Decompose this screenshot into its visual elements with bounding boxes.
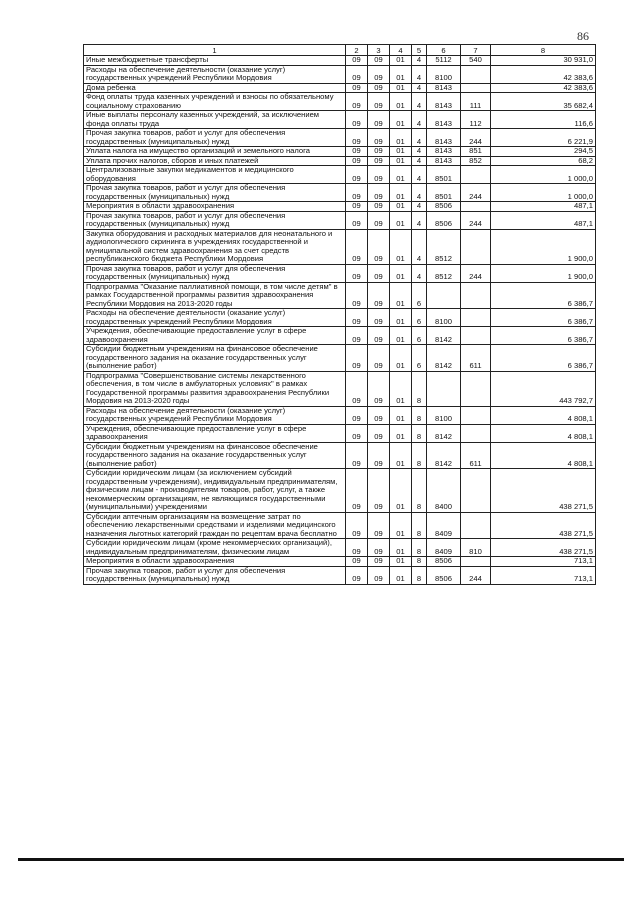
code-expense-type: [461, 83, 491, 93]
code-target: 8143: [427, 156, 461, 166]
code-program: 01: [390, 469, 412, 513]
code-subsection: 09: [368, 229, 390, 264]
code-target: 8142: [427, 424, 461, 442]
code-program: 01: [390, 282, 412, 309]
code-section: 09: [346, 211, 368, 229]
row-amount: 6 386,7: [491, 327, 596, 345]
row-amount: 6 386,7: [491, 345, 596, 372]
code-target: 8409: [427, 539, 461, 557]
code-subprogram: 6: [412, 345, 427, 372]
code-target: 8409: [427, 512, 461, 539]
row-amount: 487,1: [491, 202, 596, 212]
code-subprogram: 4: [412, 65, 427, 83]
code-section: 09: [346, 442, 368, 469]
code-expense-type: [461, 229, 491, 264]
row-name: Субсидии бюджетным учреждениям на финансовое обеспечение государственного задания на оказание государственных услуг (выполнение работ): [84, 442, 346, 469]
code-subsection: 09: [368, 83, 390, 93]
code-program: 01: [390, 147, 412, 157]
code-subsection: 09: [368, 442, 390, 469]
code-expense-type: 540: [461, 56, 491, 66]
code-section: 09: [346, 56, 368, 66]
code-program: 01: [390, 129, 412, 147]
code-target: 8143: [427, 83, 461, 93]
code-target: 8143: [427, 129, 461, 147]
code-expense-type: 611: [461, 345, 491, 372]
code-program: 01: [390, 83, 412, 93]
row-name: Прочая закупка товаров, работ и услуг для обеспечения государственных (муниципальных) нужд: [84, 566, 346, 584]
code-target: 5112: [427, 56, 461, 66]
code-expense-type: [461, 327, 491, 345]
table-row: [84, 282, 596, 309]
code-expense-type: [461, 65, 491, 83]
code-section: 09: [346, 65, 368, 83]
row-amount: 438 271,5: [491, 512, 596, 539]
row-name: Централизованные закупки медикаментов и медицинского оборудования: [84, 166, 346, 184]
code-subprogram: 8: [412, 566, 427, 584]
row-amount: 116,6: [491, 111, 596, 129]
code-program: 01: [390, 566, 412, 584]
code-target: 8143: [427, 111, 461, 129]
code-program: 01: [390, 442, 412, 469]
code-section: 09: [346, 129, 368, 147]
code-program: 01: [390, 264, 412, 282]
code-program: 01: [390, 211, 412, 229]
page-number: 86: [577, 29, 589, 43]
row-name: Мероприятия в области здравоохранения: [84, 202, 346, 212]
row-amount: 30 931,0: [491, 56, 596, 66]
row-amount: 6 221,9: [491, 129, 596, 147]
code-expense-type: [461, 424, 491, 442]
code-subsection: 09: [368, 184, 390, 202]
code-expense-type: 111: [461, 93, 491, 111]
code-section: 09: [346, 557, 368, 567]
code-expense-type: 851: [461, 147, 491, 157]
table-row: [84, 469, 596, 513]
code-target: 8501: [427, 166, 461, 184]
code-subprogram: 4: [412, 211, 427, 229]
code-target: 8501: [427, 184, 461, 202]
table-header-row: [84, 45, 596, 56]
code-section: 09: [346, 327, 368, 345]
code-section: 09: [346, 83, 368, 93]
code-subprogram: 4: [412, 166, 427, 184]
code-subprogram: 4: [412, 111, 427, 129]
row-name: Дома ребенка: [84, 83, 346, 93]
code-expense-type: 244: [461, 211, 491, 229]
code-subprogram: 8: [412, 469, 427, 513]
code-program: 01: [390, 93, 412, 111]
row-name: Субсидии юридическим лицам (кроме некоммерческих организаций), индивидуальным предпринимателям, физическим лицам: [84, 539, 346, 557]
column-header: 8: [491, 45, 596, 56]
code-section: 09: [346, 566, 368, 584]
code-section: 09: [346, 147, 368, 157]
code-subprogram: 4: [412, 156, 427, 166]
code-subsection: 09: [368, 345, 390, 372]
row-name: Закупка оборудования и расходных материалов для неонатального и аудиологического скрининга в учреждениях государственной и муниципальной систем здравоохранения за счет средств республиканского бюджета Республики Мордовия: [84, 229, 346, 264]
table-row: [84, 184, 596, 202]
row-amount: 6 386,7: [491, 282, 596, 309]
code-program: 01: [390, 56, 412, 66]
row-amount: 4 808,1: [491, 406, 596, 424]
code-program: 01: [390, 184, 412, 202]
code-program: 01: [390, 166, 412, 184]
row-name: Подпрограмма "Совершенствование системы лекарственного обеспечения, в том числе в амбулаторных условиях" в рамках Государственной программы развития здравоохранения Республики Мордовия на 2013-2020 годы: [84, 371, 346, 406]
code-subprogram: 4: [412, 184, 427, 202]
code-section: 09: [346, 184, 368, 202]
budget-table: [83, 44, 596, 585]
code-subprogram: 6: [412, 309, 427, 327]
code-subprogram: 4: [412, 264, 427, 282]
row-amount: 713,1: [491, 566, 596, 584]
code-subprogram: 4: [412, 129, 427, 147]
code-subprogram: 8: [412, 371, 427, 406]
row-amount: 1 900,0: [491, 229, 596, 264]
code-subsection: 09: [368, 557, 390, 567]
code-subsection: 09: [368, 156, 390, 166]
code-expense-type: [461, 282, 491, 309]
code-subsection: 09: [368, 469, 390, 513]
code-program: 01: [390, 111, 412, 129]
code-target: 8100: [427, 65, 461, 83]
code-subsection: 09: [368, 129, 390, 147]
code-program: 01: [390, 512, 412, 539]
code-subprogram: 4: [412, 93, 427, 111]
code-expense-type: [461, 406, 491, 424]
row-amount: 4 808,1: [491, 442, 596, 469]
code-subsection: 09: [368, 93, 390, 111]
code-target: [427, 282, 461, 309]
row-name: Учреждения, обеспечивающие предоставление услуг в сфере здравоохранения: [84, 327, 346, 345]
code-target: 8142: [427, 345, 461, 372]
table-row: [84, 345, 596, 372]
code-target: 8143: [427, 147, 461, 157]
code-expense-type: 810: [461, 539, 491, 557]
column-header: 6: [427, 45, 461, 56]
code-subsection: 09: [368, 371, 390, 406]
row-amount: 438 271,5: [491, 469, 596, 513]
code-target: 8506: [427, 566, 461, 584]
code-target: 8142: [427, 442, 461, 469]
code-program: 01: [390, 424, 412, 442]
table-row: [84, 371, 596, 406]
code-subprogram: 8: [412, 442, 427, 469]
table-row: [84, 166, 596, 184]
bottom-rule: [18, 858, 624, 861]
code-target: [427, 371, 461, 406]
code-subsection: 09: [368, 309, 390, 327]
code-section: 09: [346, 424, 368, 442]
code-subsection: 09: [368, 111, 390, 129]
code-subsection: 09: [368, 424, 390, 442]
code-expense-type: 611: [461, 442, 491, 469]
row-name: Иные межбюджетные трансферты: [84, 56, 346, 66]
row-amount: 487,1: [491, 211, 596, 229]
row-name: Расходы на обеспечение деятельности (оказание услуг) государственных учреждений Республики Мордовия: [84, 309, 346, 327]
code-program: 01: [390, 327, 412, 345]
code-subprogram: 4: [412, 83, 427, 93]
table-row: [84, 566, 596, 584]
row-amount: 1 900,0: [491, 264, 596, 282]
table-row: [84, 539, 596, 557]
code-target: 8512: [427, 229, 461, 264]
table-row: [84, 406, 596, 424]
row-amount: 42 383,6: [491, 65, 596, 83]
code-section: 09: [346, 229, 368, 264]
column-header: 4: [390, 45, 412, 56]
row-name: Расходы на обеспечение деятельности (оказание услуг) государственных учреждений Республики Мордовия: [84, 65, 346, 83]
code-program: 01: [390, 65, 412, 83]
row-amount: 4 808,1: [491, 424, 596, 442]
code-section: 09: [346, 202, 368, 212]
code-section: 09: [346, 166, 368, 184]
code-program: 01: [390, 539, 412, 557]
table-row: [84, 557, 596, 567]
row-name: Уплата налога на имущество организаций и земельного налога: [84, 147, 346, 157]
row-amount: 1 000,0: [491, 184, 596, 202]
code-subsection: 09: [368, 211, 390, 229]
row-amount: 713,1: [491, 557, 596, 567]
row-amount: 42 383,6: [491, 83, 596, 93]
code-subsection: 09: [368, 566, 390, 584]
column-header: 5: [412, 45, 427, 56]
code-expense-type: [461, 202, 491, 212]
table-row: [84, 309, 596, 327]
code-subprogram: 8: [412, 406, 427, 424]
column-header: 7: [461, 45, 491, 56]
table-row: [84, 424, 596, 442]
row-name: Прочая закупка товаров, работ и услуг для обеспечения государственных (муниципальных) нужд: [84, 264, 346, 282]
code-expense-type: 244: [461, 184, 491, 202]
code-program: 01: [390, 202, 412, 212]
code-target: 8400: [427, 469, 461, 513]
code-subsection: 09: [368, 539, 390, 557]
code-program: 01: [390, 229, 412, 264]
code-subsection: 09: [368, 65, 390, 83]
table-row: [84, 327, 596, 345]
row-name: Уплата прочих налогов, сборов и иных платежей: [84, 156, 346, 166]
row-name: Расходы на обеспечение деятельности (оказание услуг) государственных учреждений Республики Мордовия: [84, 406, 346, 424]
row-name: Субсидии бюджетным учреждениям на финансовое обеспечение государственного задания на оказание государственных услуг (выполнение работ): [84, 345, 346, 372]
code-section: 09: [346, 111, 368, 129]
code-subprogram: 4: [412, 202, 427, 212]
code-expense-type: 244: [461, 566, 491, 584]
row-name: Иные выплаты персоналу казенных учреждений, за исключением фонда оплаты труда: [84, 111, 346, 129]
code-target: 8143: [427, 93, 461, 111]
code-subprogram: 8: [412, 512, 427, 539]
code-expense-type: 112: [461, 111, 491, 129]
code-expense-type: 244: [461, 264, 491, 282]
code-program: 01: [390, 557, 412, 567]
code-section: 09: [346, 156, 368, 166]
code-subprogram: 8: [412, 557, 427, 567]
code-expense-type: [461, 512, 491, 539]
code-expense-type: [461, 469, 491, 513]
code-section: 09: [346, 406, 368, 424]
row-amount: 35 682,4: [491, 93, 596, 111]
code-target: 8512: [427, 264, 461, 282]
code-subsection: 09: [368, 282, 390, 309]
row-name: Учреждения, обеспечивающие предоставление услуг в сфере здравоохранения: [84, 424, 346, 442]
row-amount: 6 386,7: [491, 309, 596, 327]
code-subprogram: 4: [412, 56, 427, 66]
code-subprogram: 4: [412, 229, 427, 264]
table-row: [84, 512, 596, 539]
code-target: 8506: [427, 557, 461, 567]
code-subsection: 09: [368, 406, 390, 424]
code-target: 8100: [427, 406, 461, 424]
table-row: [84, 211, 596, 229]
table-row: [84, 111, 596, 129]
code-section: 09: [346, 512, 368, 539]
code-section: 09: [346, 371, 368, 406]
column-header: 2: [346, 45, 368, 56]
row-name: Прочая закупка товаров, работ и услуг для обеспечения государственных (муниципальных) нужд: [84, 129, 346, 147]
table-row: [84, 264, 596, 282]
code-section: 09: [346, 539, 368, 557]
row-name: Субсидии аптечным организациям на возмещение затрат по обеспечению лекарственными средствами и изделиями медицинского назначения льготных категорий граждан по рецептам врача бесплатно: [84, 512, 346, 539]
code-subsection: 09: [368, 264, 390, 282]
code-section: 09: [346, 282, 368, 309]
column-header: 1: [84, 45, 346, 56]
code-section: 09: [346, 309, 368, 327]
code-target: 8142: [427, 327, 461, 345]
row-name: Мероприятия в области здравоохранения: [84, 557, 346, 567]
code-program: 01: [390, 345, 412, 372]
code-subsection: 09: [368, 147, 390, 157]
code-subsection: 09: [368, 56, 390, 66]
code-expense-type: 244: [461, 129, 491, 147]
code-section: 09: [346, 93, 368, 111]
code-expense-type: 852: [461, 156, 491, 166]
code-expense-type: [461, 309, 491, 327]
code-expense-type: [461, 166, 491, 184]
table-row: [84, 129, 596, 147]
code-subsection: 09: [368, 166, 390, 184]
row-name: Прочая закупка товаров, работ и услуг для обеспечения государственных (муниципальных) нужд: [84, 184, 346, 202]
code-program: 01: [390, 309, 412, 327]
code-subsection: 09: [368, 512, 390, 539]
code-section: 09: [346, 345, 368, 372]
table-row: [84, 147, 596, 157]
table-row: [84, 56, 596, 66]
row-name: Прочая закупка товаров, работ и услуг для обеспечения государственных (муниципальных) нужд: [84, 211, 346, 229]
table-row: [84, 93, 596, 111]
code-section: 09: [346, 469, 368, 513]
table-row: [84, 83, 596, 93]
code-target: 8506: [427, 211, 461, 229]
code-subprogram: 8: [412, 424, 427, 442]
code-program: 01: [390, 406, 412, 424]
row-amount: 68,2: [491, 156, 596, 166]
code-subprogram: 8: [412, 539, 427, 557]
row-amount: 1 000,0: [491, 166, 596, 184]
code-section: 09: [346, 264, 368, 282]
row-name: Субсидии юридическим лицам (за исключением субсидий государственным учреждениям), индивидуальным предпринимателям, физическим лицам - производителям товаров, работ, услуг, а также некоммерческим организациям, не являющимся государственными (муниципальными) учреждениями: [84, 469, 346, 513]
row-amount: 443 792,7: [491, 371, 596, 406]
row-name: Подпрограмма "Оказание паллиативной помощи, в том числе детям" в рамках Государственной программы развития здравоохранения Республики Мордовия на 2013-2020 годы: [84, 282, 346, 309]
code-program: 01: [390, 371, 412, 406]
table-row: [84, 442, 596, 469]
code-program: 01: [390, 156, 412, 166]
table-row: [84, 229, 596, 264]
table-row: [84, 156, 596, 166]
table-row: [84, 202, 596, 212]
code-target: 8506: [427, 202, 461, 212]
row-amount: 294,5: [491, 147, 596, 157]
code-expense-type: [461, 371, 491, 406]
code-expense-type: [461, 557, 491, 567]
row-name: Фонд оплаты труда казенных учреждений и взносы по обязательному социальному страхованию: [84, 93, 346, 111]
table-row: [84, 65, 596, 83]
code-subprogram: 4: [412, 147, 427, 157]
code-subprogram: 6: [412, 327, 427, 345]
column-header: 3: [368, 45, 390, 56]
code-target: 8100: [427, 309, 461, 327]
row-amount: 438 271,5: [491, 539, 596, 557]
code-subsection: 09: [368, 202, 390, 212]
code-subsection: 09: [368, 327, 390, 345]
code-subprogram: 6: [412, 282, 427, 309]
